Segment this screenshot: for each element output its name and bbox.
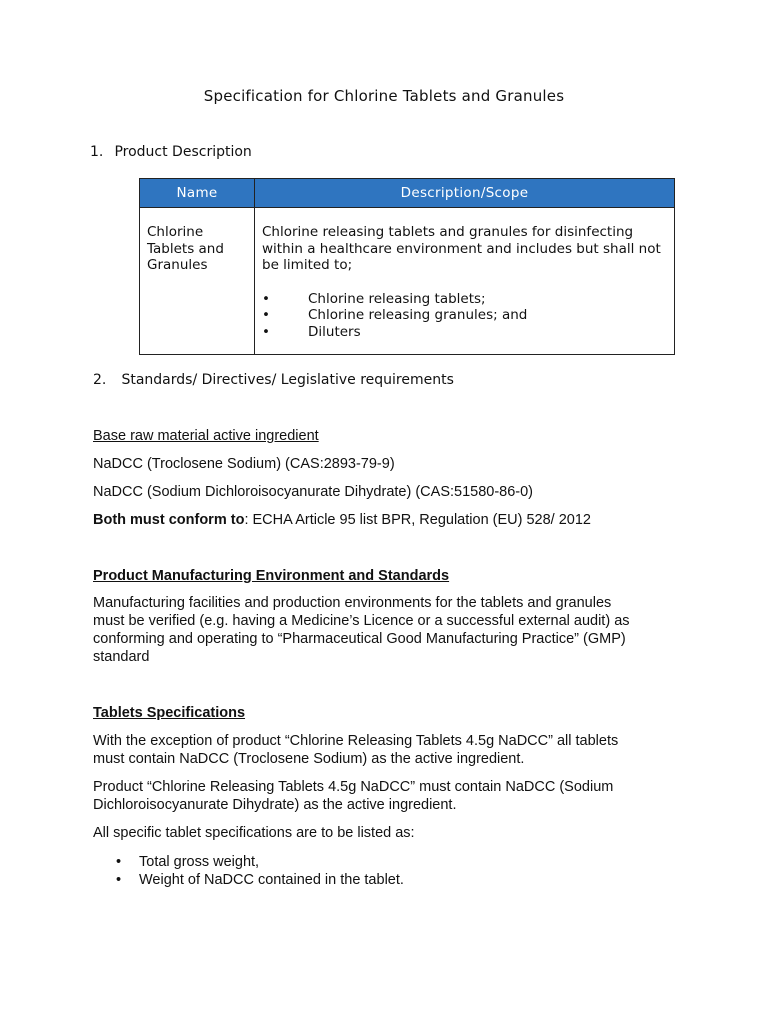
list-item: • Chlorine releasing tablets; — [262, 290, 486, 307]
list-item: • Chlorine releasing granules; and — [262, 307, 528, 323]
paragraph-line: Manufacturing facilities and production environments for the tablets and granules — [93, 595, 612, 611]
section-2-title: Standards/ Directives/ Legislative requirements — [121, 372, 454, 388]
product-name-cell — [140, 208, 255, 355]
raw-material-heading: Base raw material active ingredient — [93, 428, 319, 444]
manufacturing-paragraph — [93, 594, 693, 666]
paragraph-line: Dichloroisocyanurate Dihydrate) as the active ingredient. — [93, 797, 457, 813]
tablets-paragraph-1 — [93, 732, 693, 768]
paragraph-line: With the exception of product “Chlorine Releasing Tablets 4.5g NaDCC” all tablets — [93, 733, 619, 749]
bullet-icon: • — [262, 307, 270, 323]
manufacturing-heading: Product Manufacturing Environment and Standards — [93, 568, 450, 584]
product-description-table — [139, 178, 675, 355]
table-header-description: Description/Scope — [255, 179, 675, 208]
tablets-paragraph-2 — [93, 778, 693, 814]
section-2-number: 2. — [93, 372, 107, 388]
list-item: • Diluters — [262, 323, 361, 340]
product-name-line: Tablets and — [147, 240, 224, 257]
bullet-icon: • — [262, 323, 270, 340]
table-header-name: Name — [140, 179, 255, 208]
conformance-label: Both must conform to — [93, 512, 245, 528]
scope-description: Chlorine releasing tablets and granules for disinfecting within a healthcare environment and includes but shall not be limited to; — [262, 224, 661, 273]
paragraph-line: must be verified (e.g. having a Medicine’s Licence or a successful external audit) as — [93, 613, 630, 629]
paragraph-line: conforming and operating to “Pharmaceutical Good Manufacturing Practice” (GMP) — [93, 631, 626, 647]
product-scope-cell — [255, 208, 675, 355]
tablets-heading: Tablets Specifications — [93, 705, 246, 721]
section-1-heading — [90, 144, 252, 160]
bullet-icon: • — [116, 872, 122, 888]
tablet-spec-list — [114, 853, 714, 889]
raw-material-line-2: NaDCC (Sodium Dichloroisocyanurate Dihydrate) (CAS:51580-86-0) — [93, 484, 534, 500]
paragraph-line: Product “Chlorine Releasing Tablets 4.5g NaDCC” must contain NaDCC (Sodium — [93, 779, 614, 795]
bullet-icon: • — [116, 854, 122, 870]
list-item: • Total gross weight, — [116, 854, 260, 870]
table-row — [140, 208, 675, 355]
raw-material-line-1: NaDCC (Troclosene Sodium) (CAS:2893-79-9) — [93, 456, 395, 472]
product-name-line: Granules — [147, 257, 208, 273]
bullet-icon: • — [262, 290, 270, 307]
section-2-heading — [93, 372, 454, 388]
tablets-paragraph-3: All specific tablet specifications are to be listed as: — [93, 825, 415, 841]
product-name-line: Chlorine — [147, 224, 204, 240]
document-title: Specification for Chlorine Tablets and Granules — [203, 87, 565, 105]
list-item: • Weight of NaDCC contained in the tablet. — [116, 872, 404, 888]
paragraph-line: standard — [93, 649, 150, 665]
section-1-number: 1. — [90, 144, 104, 160]
section-1-title: Product Description — [114, 144, 252, 160]
scope-bullet-list — [262, 291, 667, 341]
conformance-statement — [93, 511, 693, 529]
paragraph-line: must contain NaDCC (Troclosene Sodium) as the active ingredient. — [93, 751, 525, 767]
conformance-text: : ECHA Article 95 list BPR, Regulation (EU) 528/ 2012 — [244, 512, 591, 528]
